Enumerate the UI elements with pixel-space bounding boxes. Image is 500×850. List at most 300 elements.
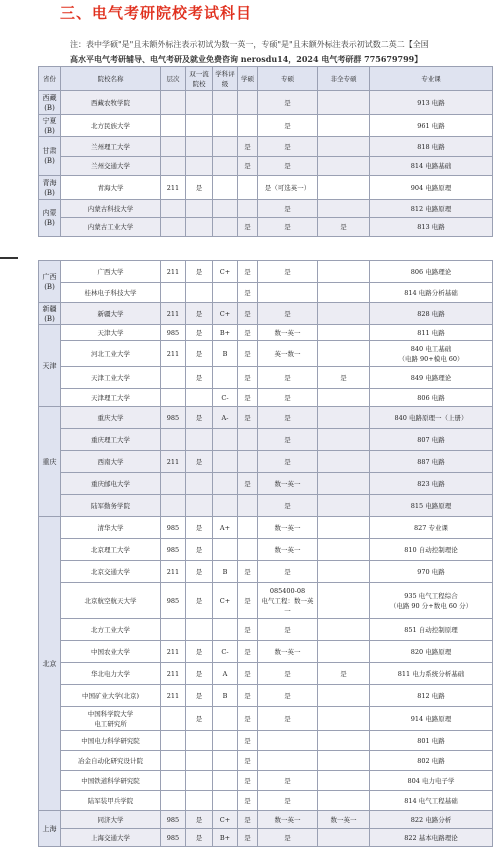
level bbox=[161, 367, 186, 389]
professional-master: 是 bbox=[258, 261, 318, 283]
level bbox=[161, 731, 186, 751]
part-time-master bbox=[318, 731, 370, 751]
part-time-master: 数一英一 bbox=[318, 811, 370, 829]
academic-master: 是 bbox=[238, 791, 258, 811]
header-cell: 非全专硕 bbox=[318, 67, 370, 91]
university-name: 北方民族大学 bbox=[61, 115, 161, 137]
table-row bbox=[39, 829, 493, 847]
university-name: 中国铁道科学研究院 bbox=[61, 771, 161, 791]
academic-master: 是 bbox=[238, 829, 258, 847]
level bbox=[161, 218, 186, 237]
university-name: 同济大学 bbox=[61, 811, 161, 829]
professional-master bbox=[258, 283, 318, 303]
level bbox=[161, 429, 186, 451]
part-time-master bbox=[318, 751, 370, 771]
province-guangxi: 广西 (B) bbox=[39, 261, 61, 303]
double-first-class bbox=[186, 283, 213, 303]
part-time-master bbox=[318, 583, 370, 619]
discipline-grade bbox=[213, 283, 238, 303]
table-row bbox=[39, 663, 493, 685]
level: 211 bbox=[161, 341, 186, 367]
level bbox=[161, 115, 186, 137]
double-first-class: 是 bbox=[186, 341, 213, 367]
discipline-grade bbox=[213, 707, 238, 731]
discipline-grade: B bbox=[213, 341, 238, 367]
discipline-grade bbox=[213, 539, 238, 561]
double-first-class: 是 bbox=[186, 829, 213, 847]
double-first-class: 是 bbox=[186, 641, 213, 663]
table-row bbox=[39, 583, 493, 619]
exam-subject: 812 电路原理 bbox=[370, 200, 493, 218]
province-gansu: 甘肃 (B) bbox=[39, 137, 61, 176]
academic-master: 是 bbox=[238, 389, 258, 407]
table-row bbox=[39, 176, 493, 200]
professional-master bbox=[258, 731, 318, 751]
academic-master: 是 bbox=[238, 811, 258, 829]
level bbox=[161, 200, 186, 218]
professional-master: 是 bbox=[258, 367, 318, 389]
table-row bbox=[39, 539, 493, 561]
university-name: 陆军勤务学院 bbox=[61, 495, 161, 517]
double-first-class bbox=[186, 91, 213, 115]
university-name: 天津理工大学 bbox=[61, 389, 161, 407]
professional-master: 数一英一 bbox=[258, 473, 318, 495]
level bbox=[161, 771, 186, 791]
university-name: 重庆大学 bbox=[61, 407, 161, 429]
part-time-master: 是 bbox=[318, 367, 370, 389]
professional-master: 是 bbox=[258, 771, 318, 791]
exam-subject: 804 电力电子学 bbox=[370, 771, 493, 791]
university-name: 新疆大学 bbox=[61, 303, 161, 325]
part-time-master bbox=[318, 539, 370, 561]
discipline-grade: C+ bbox=[213, 303, 238, 325]
professional-master: 是 bbox=[258, 707, 318, 731]
exam-subject: 822 基本电路理论 bbox=[370, 829, 493, 847]
exam-subject: 806 电路理论 bbox=[370, 261, 493, 283]
level: 985 bbox=[161, 829, 186, 847]
academic-master bbox=[238, 495, 258, 517]
exam-subject: 822 电路分析 bbox=[370, 811, 493, 829]
discipline-grade bbox=[213, 91, 238, 115]
table-row bbox=[39, 495, 493, 517]
exam-subject: 828 电路 bbox=[370, 303, 493, 325]
province-qinghai: 青海 (B) bbox=[39, 176, 61, 200]
exam-table-part-1 bbox=[38, 66, 493, 237]
academic-master: 是 bbox=[238, 731, 258, 751]
level: 211 bbox=[161, 451, 186, 473]
discipline-grade bbox=[213, 451, 238, 473]
part-time-master bbox=[318, 261, 370, 283]
academic-master: 是 bbox=[238, 685, 258, 707]
discipline-grade: B+ bbox=[213, 325, 238, 341]
level: 985 bbox=[161, 583, 186, 619]
discipline-grade bbox=[213, 176, 238, 200]
double-first-class: 是 bbox=[186, 583, 213, 619]
professional-master: 085400-08 电气工程：数一英一 bbox=[258, 583, 318, 619]
level: 985 bbox=[161, 407, 186, 429]
professional-master: 是 bbox=[258, 561, 318, 583]
discipline-grade: B bbox=[213, 685, 238, 707]
academic-master: 是 bbox=[238, 137, 258, 157]
part-time-master bbox=[318, 561, 370, 583]
province-chongqing: 重庆 bbox=[39, 407, 61, 517]
table-row bbox=[39, 429, 493, 451]
part-time-master bbox=[318, 303, 370, 325]
academic-master bbox=[238, 91, 258, 115]
double-first-class: 是 bbox=[186, 303, 213, 325]
table-row bbox=[39, 341, 493, 367]
table-row bbox=[39, 451, 493, 473]
table-row bbox=[39, 303, 493, 325]
header-cell: 省份 bbox=[39, 67, 61, 91]
academic-master: 是 bbox=[238, 157, 258, 176]
level bbox=[161, 157, 186, 176]
level: 211 bbox=[161, 561, 186, 583]
part-time-master bbox=[318, 407, 370, 429]
university-name: 天津工业大学 bbox=[61, 367, 161, 389]
university-name: 桂林电子科技大学 bbox=[61, 283, 161, 303]
province-beijing: 北京 bbox=[39, 517, 61, 811]
part-time-master bbox=[318, 157, 370, 176]
exam-subject: 814 电路基础 bbox=[370, 157, 493, 176]
university-name: 天津大学 bbox=[61, 325, 161, 341]
exam-subject: 851 自动控制原理 bbox=[370, 619, 493, 641]
double-first-class bbox=[186, 473, 213, 495]
double-first-class bbox=[186, 619, 213, 641]
table-row bbox=[39, 157, 493, 176]
professional-master: 是 bbox=[258, 303, 318, 325]
table-row bbox=[39, 707, 493, 731]
province-xizang: 西藏 (B) bbox=[39, 91, 61, 115]
university-name: 中国农业大学 bbox=[61, 641, 161, 663]
discipline-grade bbox=[213, 619, 238, 641]
exam-table-part-2 bbox=[38, 260, 493, 847]
academic-master: 是 bbox=[238, 303, 258, 325]
academic-master: 是 bbox=[238, 583, 258, 619]
double-first-class: 是 bbox=[186, 707, 213, 731]
level bbox=[161, 751, 186, 771]
academic-master: 是 bbox=[238, 325, 258, 341]
discipline-grade: A+ bbox=[213, 517, 238, 539]
professional-master: 数一英一 bbox=[258, 539, 318, 561]
discipline-grade bbox=[213, 218, 238, 237]
double-first-class bbox=[186, 751, 213, 771]
level: 211 bbox=[161, 261, 186, 283]
level: 211 bbox=[161, 641, 186, 663]
exam-subject: 815 电路原理 bbox=[370, 495, 493, 517]
table-row bbox=[39, 261, 493, 283]
academic-master: 是 bbox=[238, 218, 258, 237]
professional-master: 是 bbox=[258, 200, 318, 218]
double-first-class: 是 bbox=[186, 561, 213, 583]
double-first-class bbox=[186, 495, 213, 517]
academic-master: 是 bbox=[238, 261, 258, 283]
exam-subject: 840 电工基础 （电路 90+模电 60） bbox=[370, 341, 493, 367]
level: 985 bbox=[161, 811, 186, 829]
university-name: 北京航空航天大学 bbox=[61, 583, 161, 619]
part-time-master bbox=[318, 451, 370, 473]
part-time-master bbox=[318, 200, 370, 218]
exam-subject: 849 电路理论 bbox=[370, 367, 493, 389]
double-first-class: 是 bbox=[186, 407, 213, 429]
university-name: 内蒙古工业大学 bbox=[61, 218, 161, 237]
professional-master: 是 bbox=[258, 791, 318, 811]
double-first-class: 是 bbox=[186, 451, 213, 473]
header-cell: 学科评级 bbox=[213, 67, 238, 91]
table-row bbox=[39, 473, 493, 495]
table-row bbox=[39, 731, 493, 751]
level bbox=[161, 791, 186, 811]
exam-subject: 913 电路 bbox=[370, 91, 493, 115]
exam-subject: 914 电路原理 bbox=[370, 707, 493, 731]
professional-master: 是 bbox=[258, 218, 318, 237]
discipline-grade: C- bbox=[213, 389, 238, 407]
table-row bbox=[39, 771, 493, 791]
university-name: 西藏农牧学院 bbox=[61, 91, 161, 115]
double-first-class bbox=[186, 731, 213, 751]
academic-master bbox=[238, 539, 258, 561]
part-time-master bbox=[318, 829, 370, 847]
professional-master: 是 bbox=[258, 91, 318, 115]
academic-master: 是 bbox=[238, 341, 258, 367]
province-neimeng: 内蒙 (B) bbox=[39, 200, 61, 237]
part-time-master: 是 bbox=[318, 218, 370, 237]
exam-subject: 840 电路原理一（上册） bbox=[370, 407, 493, 429]
level: 985 bbox=[161, 517, 186, 539]
part-time-master: 是 bbox=[318, 663, 370, 685]
double-first-class bbox=[186, 771, 213, 791]
table-row bbox=[39, 791, 493, 811]
discipline-grade: C+ bbox=[213, 261, 238, 283]
university-name: 兰州理工大学 bbox=[61, 137, 161, 157]
discipline-grade: A bbox=[213, 663, 238, 685]
part-time-master bbox=[318, 429, 370, 451]
academic-master: 是 bbox=[238, 407, 258, 429]
level bbox=[161, 389, 186, 407]
academic-master bbox=[238, 451, 258, 473]
exam-subject: 814 电气工程基础 bbox=[370, 791, 493, 811]
level: 211 bbox=[161, 303, 186, 325]
professional-master: 是（可选英一） bbox=[258, 176, 318, 200]
level bbox=[161, 619, 186, 641]
exam-subject: 823 电路 bbox=[370, 473, 493, 495]
professional-master: 是 bbox=[258, 407, 318, 429]
discipline-grade bbox=[213, 367, 238, 389]
part-time-master bbox=[318, 495, 370, 517]
discipline-grade: C+ bbox=[213, 811, 238, 829]
professional-master: 是 bbox=[258, 619, 318, 641]
professional-master: 是 bbox=[258, 829, 318, 847]
double-first-class: 是 bbox=[186, 539, 213, 561]
part-time-master bbox=[318, 283, 370, 303]
university-name: 中国科学院大学 电工研究所 bbox=[61, 707, 161, 731]
exam-subject: 813 电路 bbox=[370, 218, 493, 237]
double-first-class bbox=[186, 791, 213, 811]
table-row bbox=[39, 407, 493, 429]
exam-subject: 970 电路 bbox=[370, 561, 493, 583]
level: 985 bbox=[161, 325, 186, 341]
page-divider bbox=[0, 257, 18, 259]
professional-master: 数一英一 bbox=[258, 641, 318, 663]
exam-subject: 827 专业课 bbox=[370, 517, 493, 539]
academic-master bbox=[238, 176, 258, 200]
double-first-class: 是 bbox=[186, 176, 213, 200]
exam-subject: 807 电路 bbox=[370, 429, 493, 451]
exam-subject: 801 电路 bbox=[370, 731, 493, 751]
table-row bbox=[39, 91, 493, 115]
double-first-class bbox=[186, 389, 213, 407]
header-cell: 院校名称 bbox=[61, 67, 161, 91]
table-row bbox=[39, 115, 493, 137]
header-cell: 双一流院校 bbox=[186, 67, 213, 91]
exam-subject: 810 自动控制理论 bbox=[370, 539, 493, 561]
professional-master: 是 bbox=[258, 157, 318, 176]
level bbox=[161, 137, 186, 157]
exam-subject: 904 电路原理 bbox=[370, 176, 493, 200]
exam-subject: 814 电路分析基础 bbox=[370, 283, 493, 303]
university-name: 中国矿业大学(北京) bbox=[61, 685, 161, 707]
double-first-class: 是 bbox=[186, 261, 213, 283]
table-row bbox=[39, 389, 493, 407]
professional-master: 数一英一 bbox=[258, 517, 318, 539]
university-name: 河北工业大学 bbox=[61, 341, 161, 367]
discipline-grade: B bbox=[213, 561, 238, 583]
academic-master: 是 bbox=[238, 619, 258, 641]
discipline-grade bbox=[213, 200, 238, 218]
header-cell: 专硕 bbox=[258, 67, 318, 91]
university-name: 兰州交通大学 bbox=[61, 157, 161, 176]
part-time-master bbox=[318, 341, 370, 367]
note-line-2: 高水平电气考研辅导、电气考研及就业免费咨询 nerosdu14，2024 电气考研群 775679799】 bbox=[70, 54, 423, 64]
table-row bbox=[39, 200, 493, 218]
discipline-grade bbox=[213, 157, 238, 176]
university-name: 重庆邮电大学 bbox=[61, 473, 161, 495]
professional-master: 是 bbox=[258, 663, 318, 685]
professional-master: 是 bbox=[258, 429, 318, 451]
discipline-grade bbox=[213, 731, 238, 751]
level bbox=[161, 495, 186, 517]
double-first-class bbox=[186, 137, 213, 157]
academic-master: 是 bbox=[238, 771, 258, 791]
part-time-master bbox=[318, 91, 370, 115]
discipline-grade bbox=[213, 429, 238, 451]
academic-master: 是 bbox=[238, 663, 258, 685]
table-row bbox=[39, 367, 493, 389]
exam-subject: 811 电力系统分析基础 bbox=[370, 663, 493, 685]
academic-master bbox=[238, 200, 258, 218]
exam-subject: 961 电路 bbox=[370, 115, 493, 137]
exam-subject: 802 电路 bbox=[370, 751, 493, 771]
professional-master: 是 bbox=[258, 115, 318, 137]
professional-master: 数一英一 bbox=[258, 325, 318, 341]
discipline-grade bbox=[213, 115, 238, 137]
double-first-class bbox=[186, 429, 213, 451]
academic-master: 是 bbox=[238, 367, 258, 389]
part-time-master bbox=[318, 115, 370, 137]
university-name: 北方工业大学 bbox=[61, 619, 161, 641]
academic-master: 是 bbox=[238, 751, 258, 771]
university-name: 陆军装甲兵学院 bbox=[61, 791, 161, 811]
professional-master: 是 bbox=[258, 685, 318, 707]
table-row bbox=[39, 218, 493, 237]
professional-master: 英一数一 bbox=[258, 341, 318, 367]
university-name: 清华大学 bbox=[61, 517, 161, 539]
level bbox=[161, 473, 186, 495]
level: 211 bbox=[161, 663, 186, 685]
discipline-grade bbox=[213, 791, 238, 811]
double-first-class bbox=[186, 200, 213, 218]
discipline-grade bbox=[213, 137, 238, 157]
level bbox=[161, 91, 186, 115]
professional-master: 数一英一 bbox=[258, 811, 318, 829]
academic-master: 是 bbox=[238, 283, 258, 303]
professional-master: 是 bbox=[258, 389, 318, 407]
table-row bbox=[39, 283, 493, 303]
province-ningxia: 宁夏 (B) bbox=[39, 115, 61, 137]
university-name: 华北电力大学 bbox=[61, 663, 161, 685]
exam-subject: 820 电路原理 bbox=[370, 641, 493, 663]
professional-master: 是 bbox=[258, 451, 318, 473]
exam-subject: 812 电路 bbox=[370, 685, 493, 707]
table-row bbox=[39, 325, 493, 341]
academic-master: 是 bbox=[238, 473, 258, 495]
discipline-grade: C- bbox=[213, 641, 238, 663]
table-row bbox=[39, 517, 493, 539]
table-row bbox=[39, 685, 493, 707]
professional-master: 是 bbox=[258, 495, 318, 517]
academic-master: 是 bbox=[238, 707, 258, 731]
university-name: 北京理工大学 bbox=[61, 539, 161, 561]
table-row bbox=[39, 641, 493, 663]
level: 211 bbox=[161, 685, 186, 707]
level: 211 bbox=[161, 176, 186, 200]
header-cell: 专业课 bbox=[370, 67, 493, 91]
discipline-grade bbox=[213, 771, 238, 791]
exam-subject: 935 电气工程综合 （电路 90 分+数电 60 分） bbox=[370, 583, 493, 619]
university-name: 重庆理工大学 bbox=[61, 429, 161, 451]
double-first-class: 是 bbox=[186, 685, 213, 707]
note-text bbox=[70, 38, 475, 66]
university-name: 上海交通大学 bbox=[61, 829, 161, 847]
exam-subject: 818 电路 bbox=[370, 137, 493, 157]
academic-master: 是 bbox=[238, 561, 258, 583]
academic-master bbox=[238, 517, 258, 539]
part-time-master bbox=[318, 389, 370, 407]
part-time-master bbox=[318, 707, 370, 731]
double-first-class bbox=[186, 115, 213, 137]
table-row bbox=[39, 561, 493, 583]
university-name: 冶金自动化研究设计院 bbox=[61, 751, 161, 771]
header-row bbox=[39, 67, 493, 91]
part-time-master bbox=[318, 641, 370, 663]
note-line-1: 注：表中学硕"是"且未额外标注表示初试为数一英一，专硕"是"且未额外标注表示初试数二英二【全国 bbox=[70, 40, 429, 49]
province-xinjiang: 新疆 (B) bbox=[39, 303, 61, 325]
academic-master bbox=[238, 115, 258, 137]
double-first-class: 是 bbox=[186, 367, 213, 389]
part-time-master bbox=[318, 619, 370, 641]
table-row bbox=[39, 137, 493, 157]
double-first-class bbox=[186, 157, 213, 176]
level: 985 bbox=[161, 539, 186, 561]
professional-master bbox=[258, 751, 318, 771]
part-time-master bbox=[318, 325, 370, 341]
university-name: 中国电力科学研究院 bbox=[61, 731, 161, 751]
university-name: 内蒙古科技大学 bbox=[61, 200, 161, 218]
part-time-master bbox=[318, 685, 370, 707]
exam-subject: 811 电路 bbox=[370, 325, 493, 341]
discipline-grade bbox=[213, 473, 238, 495]
province-shanghai: 上海 bbox=[39, 811, 61, 847]
